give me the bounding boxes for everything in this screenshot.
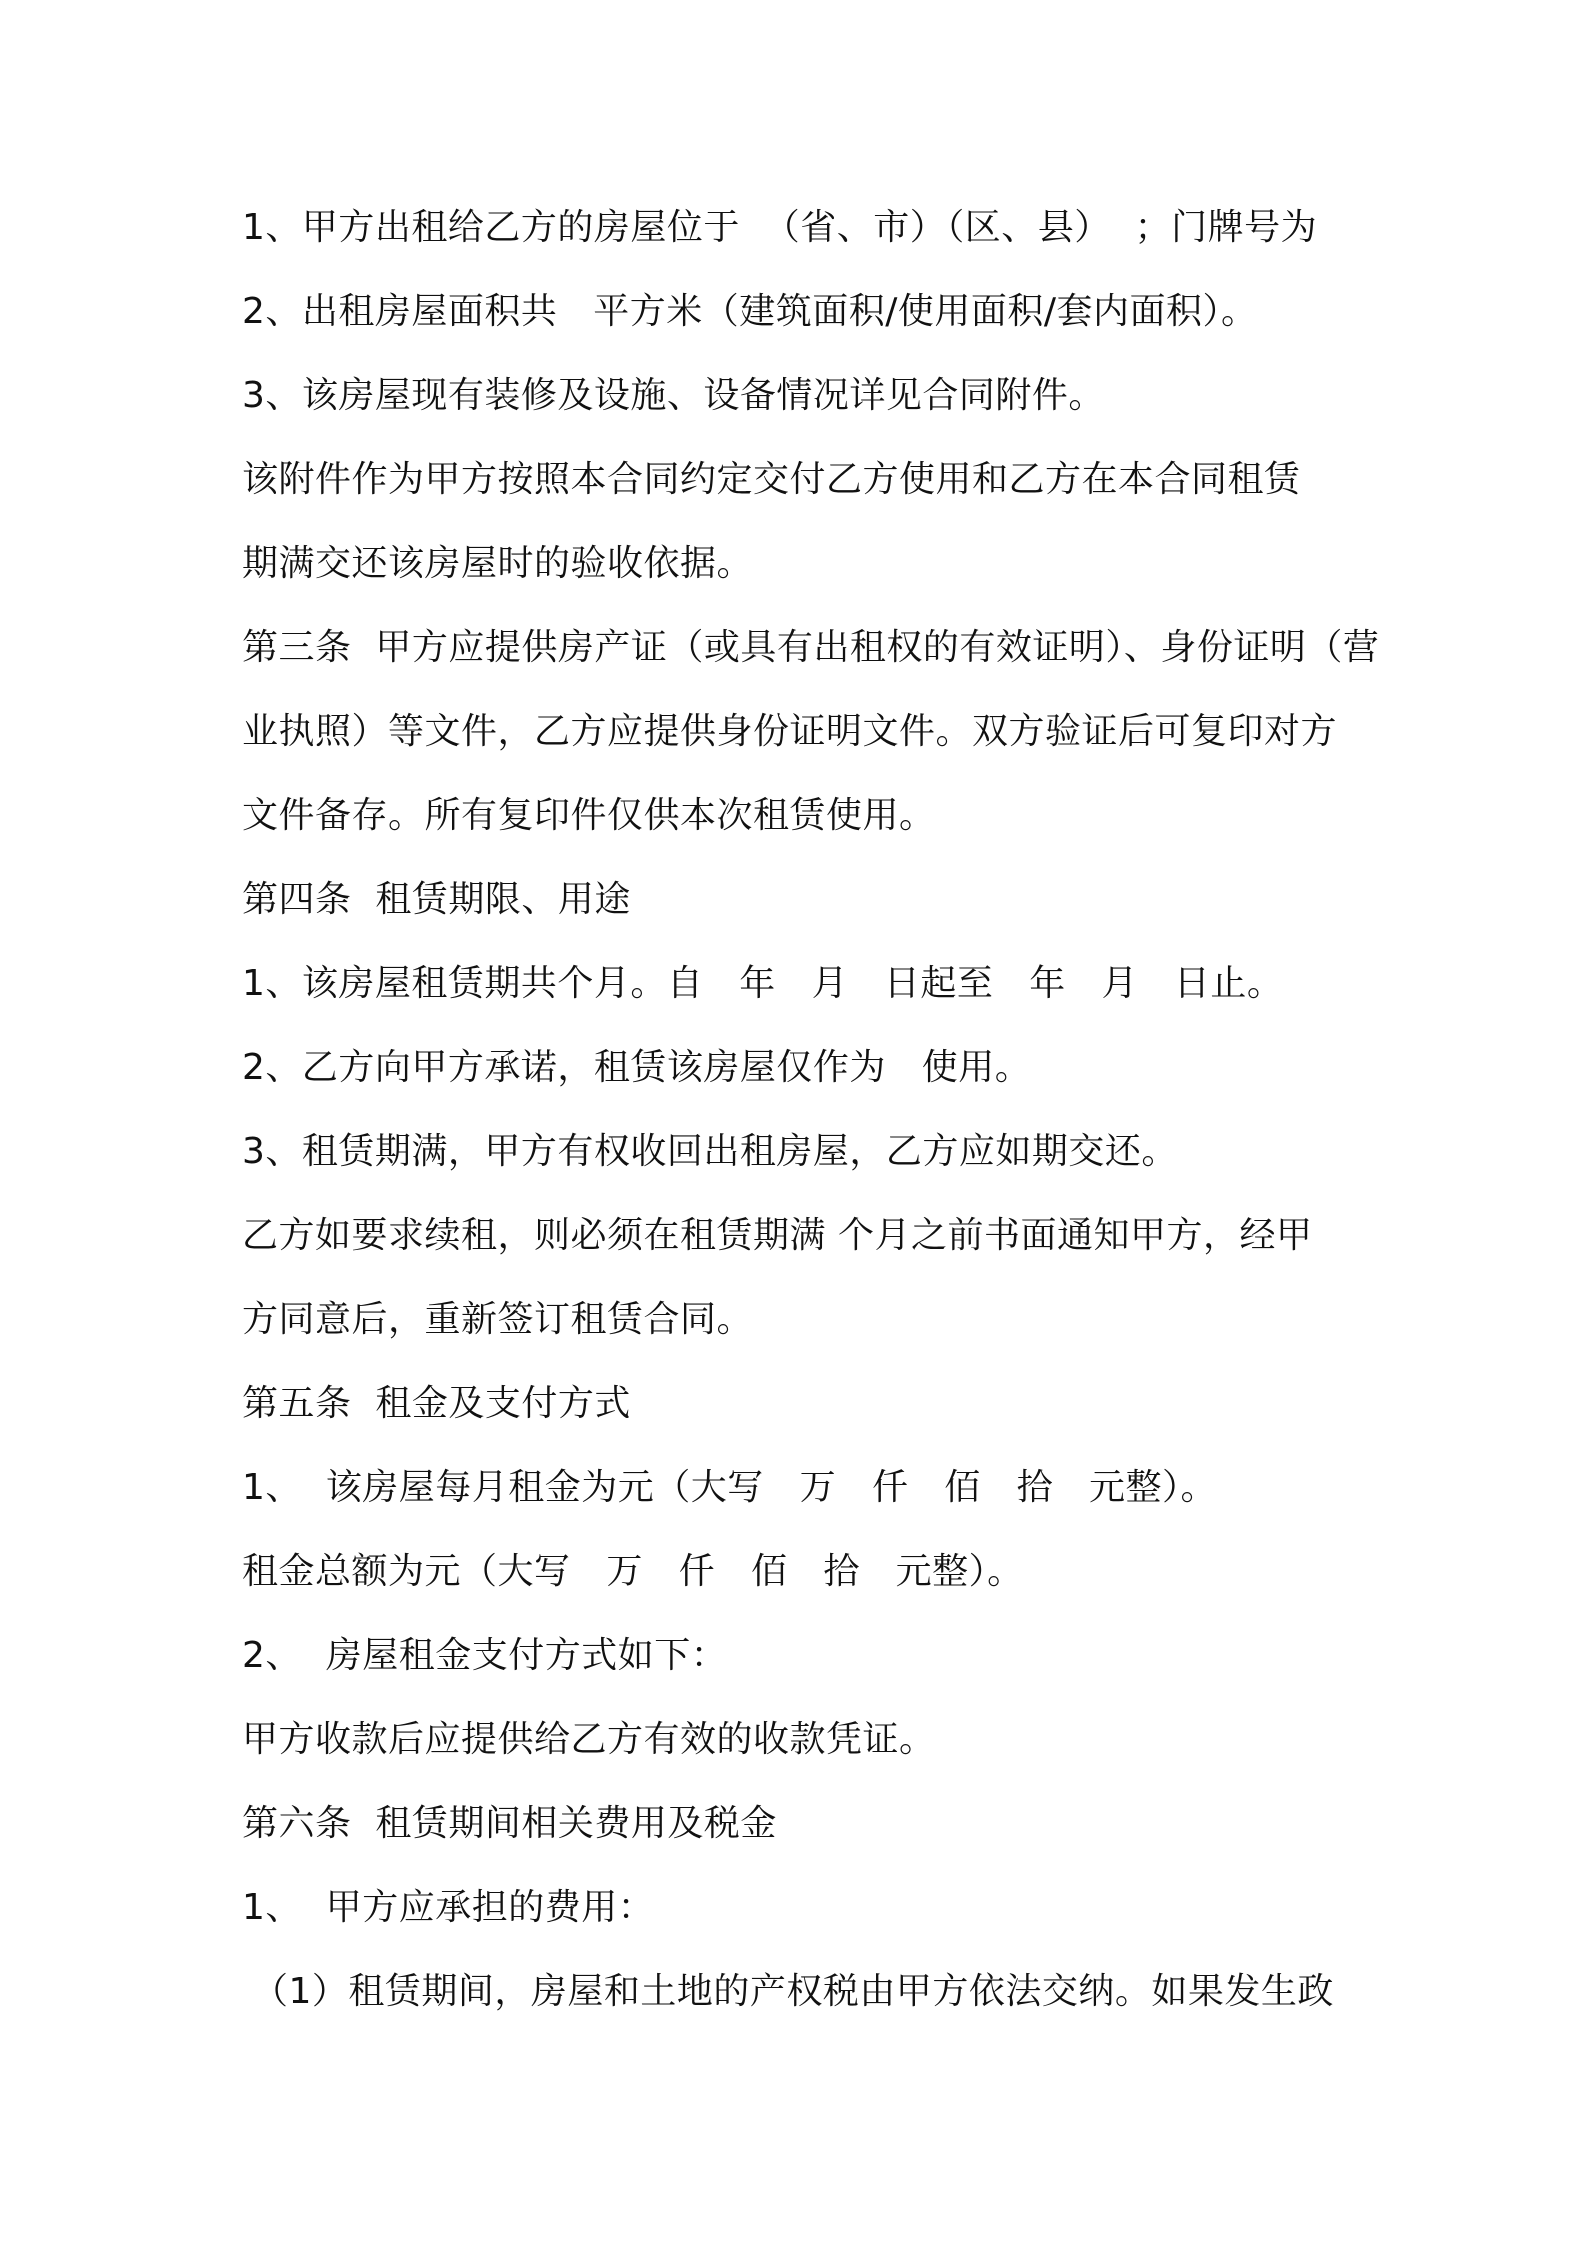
article-heading: 第六条 租赁期间相关费用及税金 (242, 1803, 777, 1844)
article-heading: 第四条 租赁期限、用途 (242, 879, 631, 920)
text-line: 3、租赁期满，甲方有权收回出租房屋，乙方应如期交还。 (242, 1131, 1178, 1172)
text-line: 方同意后，重新签订租赁合同。 (242, 1299, 754, 1340)
text-line: 该附件作为甲方按照本合同约定交付乙方使用和乙方在本合同租赁 (242, 459, 1301, 500)
text-line: 1、甲方出租给乙方的房屋位于 （省、市）（区、县） ；门牌号为 (242, 207, 1318, 248)
text-line: 1、 该房屋每月租金为元（大写 万 仟 佰 拾 元整）。 (242, 1467, 1217, 1508)
text-line: 3、该房屋现有装修及设施、设备情况详见合同附件。 (242, 375, 1105, 416)
text-line: 租金总额为元（大写 万 仟 佰 拾 元整）。 (242, 1551, 1024, 1592)
text-line: 2、出租房屋面积共 平方米（建筑面积/使用面积/套内面积）。 (242, 291, 1258, 332)
article-heading: 第五条 租金及支付方式 (242, 1383, 631, 1424)
text-line: 甲方收款后应提供给乙方有效的收款凭证。 (242, 1719, 936, 1760)
text-line: 2、 房屋租金支付方式如下： (242, 1635, 728, 1676)
text-line: 业执照）等文件，乙方应提供身份证明文件。双方验证后可复印对方 (242, 711, 1338, 752)
text-line: 1、 甲方应承担的费用： (242, 1887, 655, 1928)
text-line: 乙方如要求续租，则必须在租赁期满 个月之前书面通知甲方，经甲 (242, 1215, 1313, 1256)
text-line: （1）租赁期间，房屋和土地的产权税由甲方依法交纳。如果发生政 (252, 1971, 1334, 2012)
text-line: 文件备存。所有复印件仅供本次租赁使用。 (242, 795, 936, 836)
text-line: 2、乙方向甲方承诺，租赁该房屋仅作为 使用。 (242, 1047, 1032, 1088)
article-heading: 第三条 甲方应提供房产证（或具有出租权的有效证明）、身份证明（营 (242, 627, 1380, 668)
text-line: 1、该房屋租赁期共个月。自 年 月 日起至 年 月 日止。 (242, 963, 1284, 1004)
text-line: 期满交还该房屋时的验收依据。 (242, 543, 754, 584)
